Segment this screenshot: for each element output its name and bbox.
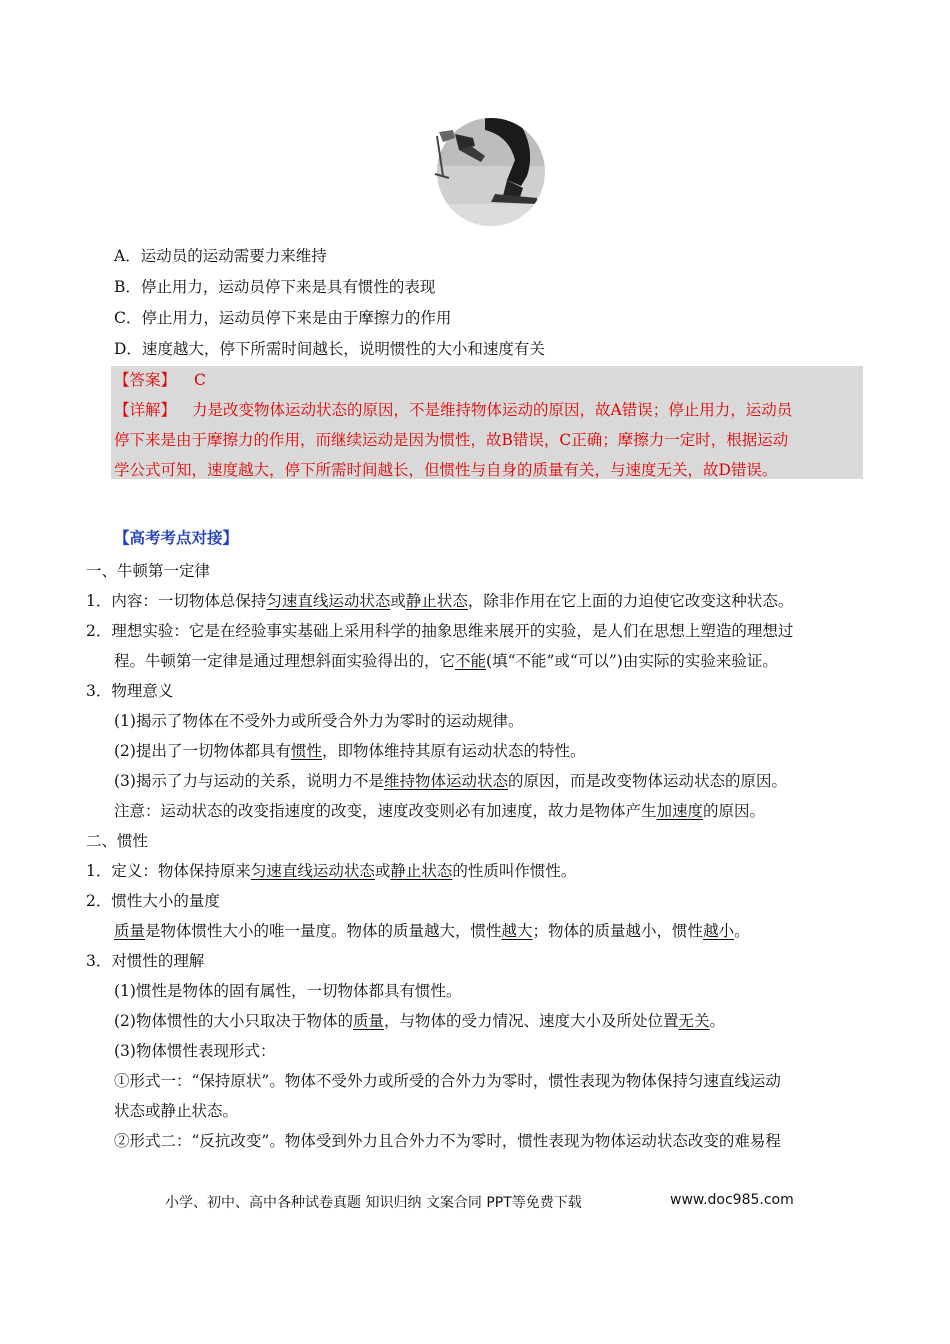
s1-item-1 <box>86 589 793 611</box>
text: (2)提出了一切物体都具有 <box>114 742 291 760</box>
s1-item-2b <box>114 649 778 671</box>
text: (填“不能”或“可以”)由实际的实验来验证。 <box>486 652 778 670</box>
s2-item-1 <box>86 859 576 881</box>
text: ；物体的质量越小，惯性 <box>532 922 704 940</box>
s2-point-1: (1)惯性是物体的固有属性，一切物体都具有惯性。 <box>114 982 462 1000</box>
s2-form-2a: ②形式二：“反抗改变”。物体受到外力且合外力不为零时，惯性表现为物体运动状态改变的难易程 <box>114 1132 781 1150</box>
s1-title: 一、牛顿第一定律 <box>86 562 211 580</box>
s1-point-1: (1)揭示了物体在不受外力或所受合外力为零时的运动规律。 <box>114 712 524 730</box>
answer-line <box>114 368 206 390</box>
detail-line-1 <box>114 398 792 420</box>
underlined-term: 静止状态 <box>390 862 453 880</box>
s2-form-1b: 状态或静止状态。 <box>114 1102 239 1120</box>
text: 。 <box>709 1012 726 1030</box>
text: (3)揭示了力与运动的关系，说明力不是 <box>114 772 384 790</box>
s2-item-2-body <box>114 919 750 941</box>
underlined-term: 质量 <box>114 922 146 940</box>
underlined-term: 匀速直线运动状态 <box>266 592 391 610</box>
footer-text: 小学、初中、高中各种试卷真题 知识归纳 文案合同 PPT等免费下载 <box>165 1195 582 1211</box>
s1-point-2 <box>114 739 586 761</box>
s2-item-2: 2．惯性大小的量度 <box>86 892 220 910</box>
text: ，即物体维持其原有运动状态的特性。 <box>321 742 586 760</box>
text: 的原因。 <box>703 802 766 820</box>
s2-form-1a: ①形式一：“保持原状”。物体不受外力或所受的合外力为零时，惯性表现为物体保持匀速直线运动 <box>114 1072 781 1090</box>
text: 程。牛顿第一定律是通过理想斜面实验得出的，它 <box>114 652 456 670</box>
text: 。 <box>734 922 750 940</box>
section-heading: 【高考考点对接】 <box>114 528 239 547</box>
skater-image <box>425 116 549 230</box>
text: ，除非作用在它上面的力迫使它改变这种状态。 <box>467 592 794 610</box>
s2-title: 二、惯性 <box>86 832 149 850</box>
footer-url[interactable]: www.doc985.com <box>670 1192 794 1208</box>
underlined-term: 匀速直线运动状态 <box>250 862 375 880</box>
s1-item-2a: 2．理想实验：它是在经验事实基础上采用科学的抽象思维来展开的实验，是人们在思想上塑造的理想过 <box>86 622 794 640</box>
answer-label: 【答案】 <box>114 371 177 389</box>
s1-note <box>114 799 765 821</box>
detail-line-3: 学公式可知，速度越大，停下所需时间越长，但惯性与自身的质量有关，与速度无关，故D错误。 <box>114 461 778 479</box>
text: 的原因，而是改变物体运动状态的原因。 <box>507 772 787 790</box>
s2-item-3: 3．对惯性的理解 <box>86 952 205 970</box>
option-c: C．停止用力，运动员停下来是由于摩擦力的作用 <box>114 309 452 327</box>
detail-label: 【详解】 <box>114 401 177 419</box>
underlined-term: 无关 <box>678 1012 710 1030</box>
text: 的性质叫作惯性。 <box>452 862 577 880</box>
option-a: A．运动员的运动需要力来维持 <box>114 247 327 265</box>
underlined-term: 越小 <box>703 922 735 940</box>
text: 1．内容：一切物体总保持 <box>86 592 267 610</box>
text: 或 <box>390 592 406 610</box>
text: ，与物体的受力情况、速度大小及所处位置 <box>383 1012 679 1030</box>
option-b: B．停止用力，运动员停下来是具有惯性的表现 <box>114 278 436 296</box>
text: (2)物体惯性的大小只取决于物体的 <box>114 1012 353 1030</box>
text: 1．定义：物体保持原来 <box>86 862 251 880</box>
underlined-term: 维持物体运动状态 <box>383 772 508 790</box>
s1-item-3: 3．物理意义 <box>86 682 174 700</box>
text: 或 <box>374 862 391 880</box>
text: 是物体惯性大小的唯一量度。物体的质量越大，惯性 <box>145 922 502 940</box>
underlined-term: 质量 <box>352 1012 384 1030</box>
detail-line-2: 停下来是由于摩擦力的作用，而继续运动是因为惯性，故B错误，C正确；摩擦力一定时，根据运动 <box>114 431 789 449</box>
underlined-term: 不能 <box>455 652 487 670</box>
underlined-term: 静止状态 <box>405 592 468 610</box>
underlined-term: 越大 <box>501 922 533 940</box>
underlined-term: 加速度 <box>656 802 704 820</box>
s2-point-3: (3)物体惯性表现形式： <box>114 1042 276 1060</box>
underlined-term: 惯性 <box>290 742 322 760</box>
text: 注意：运动状态的改变指速度的改变，速度改变则必有加速度，故力是物体产生 <box>114 802 657 820</box>
option-d: D．速度越大，停下所需时间越长，说明惯性的大小和速度有关 <box>114 340 545 358</box>
detail-text-1: 力是改变物体运动状态的原因，不是维持物体运动的原因，故A错误；停止用力，运动员 <box>192 401 793 419</box>
s1-point-3 <box>114 769 787 791</box>
answer-value: C <box>194 371 206 389</box>
s2-point-2 <box>114 1009 725 1031</box>
